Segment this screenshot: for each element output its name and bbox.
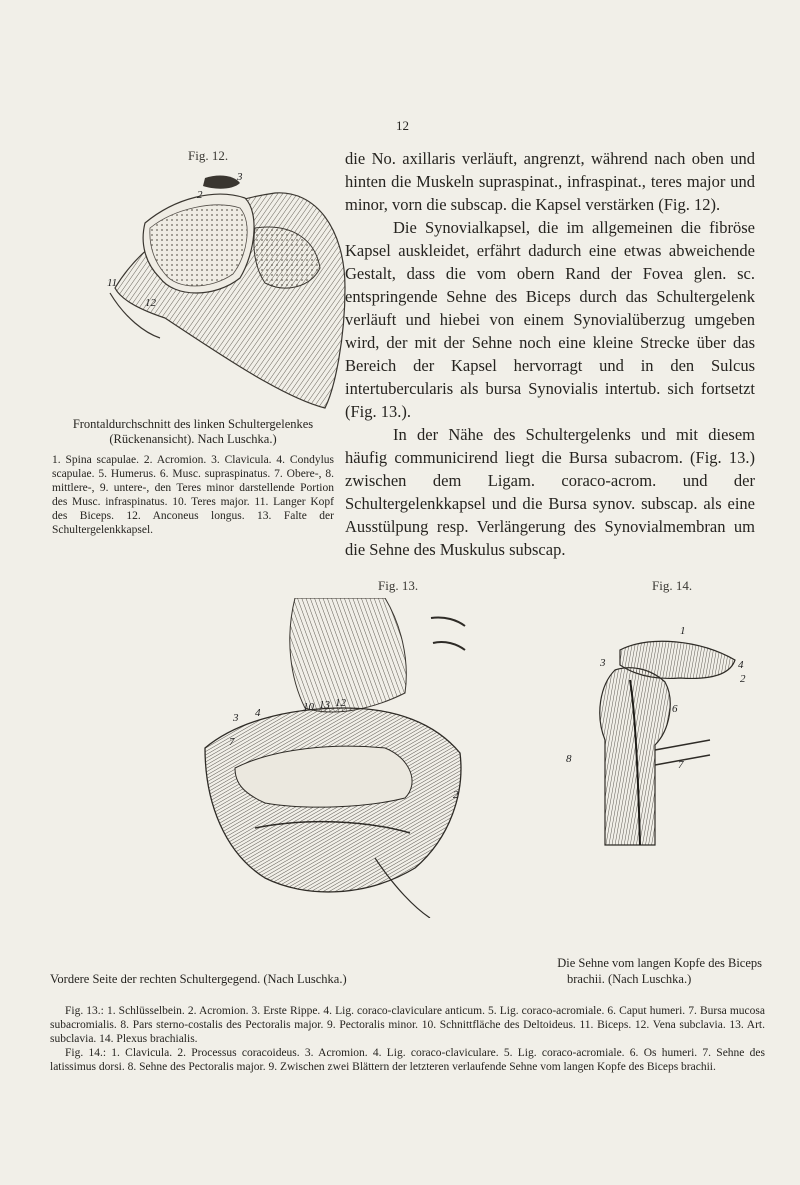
fig13-legend: Fig. 13.: 1. Schlüsselbein. 2. Acromion. 3. Erste Rippe. 4. Lig. coraco-claviculare anticum. 5. Lig. coraco-acromiale. 6. Caput humeri. 7. Bursa mucosa subacromialis. 8. Pars sterno-costalis des Pectoralis major. 9. Pectoralis minor. 10. Schnittfläche des Deltoideus. 11. Biceps. 12. Vena subclavia. 13. Art. subclavia. 14. Plexus brachialis. [50,1005,765,1045]
fig13-label-12: 12 [335,697,346,709]
fig13-caption: Vordere Seite der rechten Schultergegend. (Nach Luschka.) [50,972,347,986]
fig12-label-12: 12 [145,297,156,309]
fig13-title: Fig. 13. [378,578,419,593]
fig13-illustration [195,598,495,918]
fig13-label-4: 4 [255,707,261,719]
fig14-label-6: 6 [672,703,678,715]
fig13-label-7: 7 [229,736,235,748]
fig14-label-3: 3 [600,657,606,669]
fig12-caption: Frontaldurchschnitt des linken Schultergelenkes (Rückenansicht). Nach Luschka.) [72,417,314,446]
fig14-label-2: 2 [740,673,746,685]
body-text [345,147,755,561]
fig14-caption-line2: brachii. (Nach Luschka.) [567,972,692,986]
fig13-label-2: 2 [453,789,459,801]
fig12-label-11: 11 [107,277,118,289]
body-paragraph-2: Die Synovialkapsel, die im allgemeinen die fibröse Kapsel auskleidet, erfährt dadurch eine etwas abweichende Gestalt, dass die vom obern Rand der Fovea glen. sc. entspringende Sehne des Biceps durch das Schultergelenk verläuft und hiebei von einem Synovialüberzug umgeben wird, der mit der Sehne noch eine kleine Strecke über das Bereich der Kapsel hervorragt und in den Sulcus intertubercularis als bursa Synovialis intertub. sich fortsetzt (Fig. 13.). [345,218,755,421]
fig14-illustration [560,620,750,860]
fig12-title: Fig. 12. [188,148,229,163]
fig14-caption-line1: Die Sehne vom langen Kopfe des Biceps [557,956,762,970]
fig13-label-10: 10 [303,701,314,713]
page-number: 12 [396,118,409,133]
fig12-label-2: 2 [197,189,203,201]
fig13-label-3: 3 [233,712,239,724]
fig14-label-7: 7 [678,759,684,771]
fig14-legend: Fig. 14.: 1. Clavicula. 2. Processus coracoideus. 3. Acromion. 4. Lig. coraco-claviculare. 5. Lig. coraco-acromiale. 6. Os humeri. 7. Sehne des latissimus dorsi. 8. Sehne des Pectoralis major. 9. Zwischen zwei Blättern der letzteren verlaufende Sehne vom langen Kopfe des Biceps brachii. [50,1047,765,1073]
fig14-label-4: 4 [738,659,744,671]
body-paragraph-3: In der Nähe des Schultergelenks und mit diesem häufig communicirend liegt die Bursa subacrom. (Fig. 13.) zwischen dem Ligam. coraco-acrom. und der Schultergelenkkapsel und die Bursa synov. subscap. als eine Ausstülpung resp. Verlängerung des Synovialmembran um die Sehne des Muskulus subscap. [345,425,755,559]
body-paragraph-1: die No. axillaris verläuft, angrenzt, während nach oben und hinten die Muskeln supraspinat., infraspinat., teres major und minor, vorn die subscap. die Kapsel verstärken (Fig. 12). [345,149,755,214]
fig14-label-1: 1 [680,625,686,637]
fig12-illustration [105,168,350,413]
fig14-title: Fig. 14. [652,578,693,593]
fig12-label-3: 3 [237,171,243,183]
fig12-legend: 1. Spina scapulae. 2. Acromion. 3. Clavicula. 4. Condylus scapulae. 5. Humerus. 6. Musc. supraspinatus. 7. Obere-, 8. mittlere-, 9. untere-, den Teres minor darstellende Portion des Musc. infraspinatus. 10. Teres major. 11. Langer Kopf des Biceps. 12. Anconeus longus. 13. Falte der Schultergelenkkapsel. [52,454,334,536]
fig14-label-8: 8 [566,753,572,765]
fig13-label-13: 13 [319,699,330,711]
bottom-legend [50,1004,765,1074]
